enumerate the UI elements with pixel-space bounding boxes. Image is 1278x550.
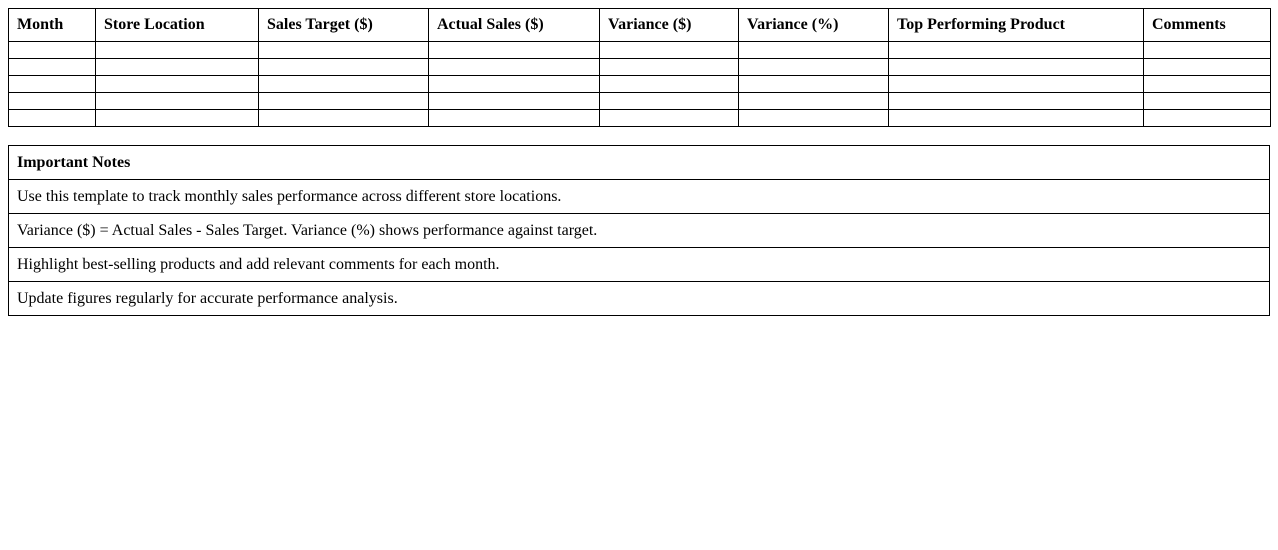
- table-cell[interactable]: [96, 59, 259, 76]
- table-cell[interactable]: [889, 93, 1144, 110]
- table-cell[interactable]: [259, 76, 429, 93]
- table-cell[interactable]: [889, 76, 1144, 93]
- table-row: [9, 110, 1271, 127]
- table-cell[interactable]: [96, 93, 259, 110]
- table-cell[interactable]: [96, 76, 259, 93]
- header-comments: Comments: [1144, 9, 1271, 42]
- table-cell[interactable]: [889, 59, 1144, 76]
- table-cell[interactable]: [96, 42, 259, 59]
- table-cell[interactable]: [259, 42, 429, 59]
- table-cell[interactable]: [889, 42, 1144, 59]
- table-cell[interactable]: [600, 110, 739, 127]
- table-cell[interactable]: [739, 93, 889, 110]
- list-item: [9, 180, 1270, 214]
- note-text: Use this template to track monthly sales performance across different store locations.: [9, 180, 1270, 214]
- table-cell[interactable]: [259, 93, 429, 110]
- table-cell[interactable]: [1144, 76, 1271, 93]
- note-text: Update figures regularly for accurate performance analysis.: [9, 282, 1270, 316]
- table-cell[interactable]: [429, 76, 600, 93]
- header-sales-target: Sales Target ($): [259, 9, 429, 42]
- table-cell[interactable]: [259, 110, 429, 127]
- list-item: [9, 248, 1270, 282]
- table-row: [9, 42, 1271, 59]
- table-cell[interactable]: [739, 110, 889, 127]
- table-cell[interactable]: [600, 93, 739, 110]
- table-cell[interactable]: [600, 59, 739, 76]
- notes-heading: Important Notes: [9, 146, 1270, 180]
- header-actual-sales: Actual Sales ($): [429, 9, 600, 42]
- table-cell[interactable]: [429, 93, 600, 110]
- table-cell[interactable]: [9, 93, 96, 110]
- header-month: Month: [9, 9, 96, 42]
- table-row: [9, 93, 1271, 110]
- table-cell[interactable]: [739, 76, 889, 93]
- table-row: [9, 59, 1271, 76]
- table-cell[interactable]: [9, 110, 96, 127]
- table-cell[interactable]: [739, 42, 889, 59]
- table-cell[interactable]: [259, 59, 429, 76]
- list-item: [9, 214, 1270, 248]
- table-cell[interactable]: [1144, 110, 1271, 127]
- table-cell[interactable]: [9, 42, 96, 59]
- table-row: [9, 76, 1271, 93]
- note-text: Highlight best-selling products and add relevant comments for each month.: [9, 248, 1270, 282]
- table-cell[interactable]: [429, 59, 600, 76]
- notes-heading-row: [9, 146, 1270, 180]
- table-cell[interactable]: [1144, 59, 1271, 76]
- table-header-row: [9, 9, 1271, 42]
- table-cell[interactable]: [739, 59, 889, 76]
- table-cell[interactable]: [600, 42, 739, 59]
- sales-performance-table: [8, 8, 1271, 127]
- header-variance-percent: Variance (%): [739, 9, 889, 42]
- table-cell[interactable]: [600, 76, 739, 93]
- document-sheet: [8, 8, 1270, 316]
- header-store-location: Store Location: [96, 9, 259, 42]
- table-cell[interactable]: [9, 59, 96, 76]
- table-cell[interactable]: [429, 42, 600, 59]
- important-notes-table: [8, 145, 1270, 316]
- list-item: [9, 282, 1270, 316]
- note-text: Variance ($) = Actual Sales - Sales Target. Variance (%) shows performance against target.: [9, 214, 1270, 248]
- table-cell[interactable]: [1144, 42, 1271, 59]
- header-top-product: Top Performing Product: [889, 9, 1144, 42]
- table-cell[interactable]: [429, 110, 600, 127]
- table-cell[interactable]: [1144, 93, 1271, 110]
- table-cell[interactable]: [9, 76, 96, 93]
- table-cell[interactable]: [889, 110, 1144, 127]
- header-variance-dollar: Variance ($): [600, 9, 739, 42]
- table-cell[interactable]: [96, 110, 259, 127]
